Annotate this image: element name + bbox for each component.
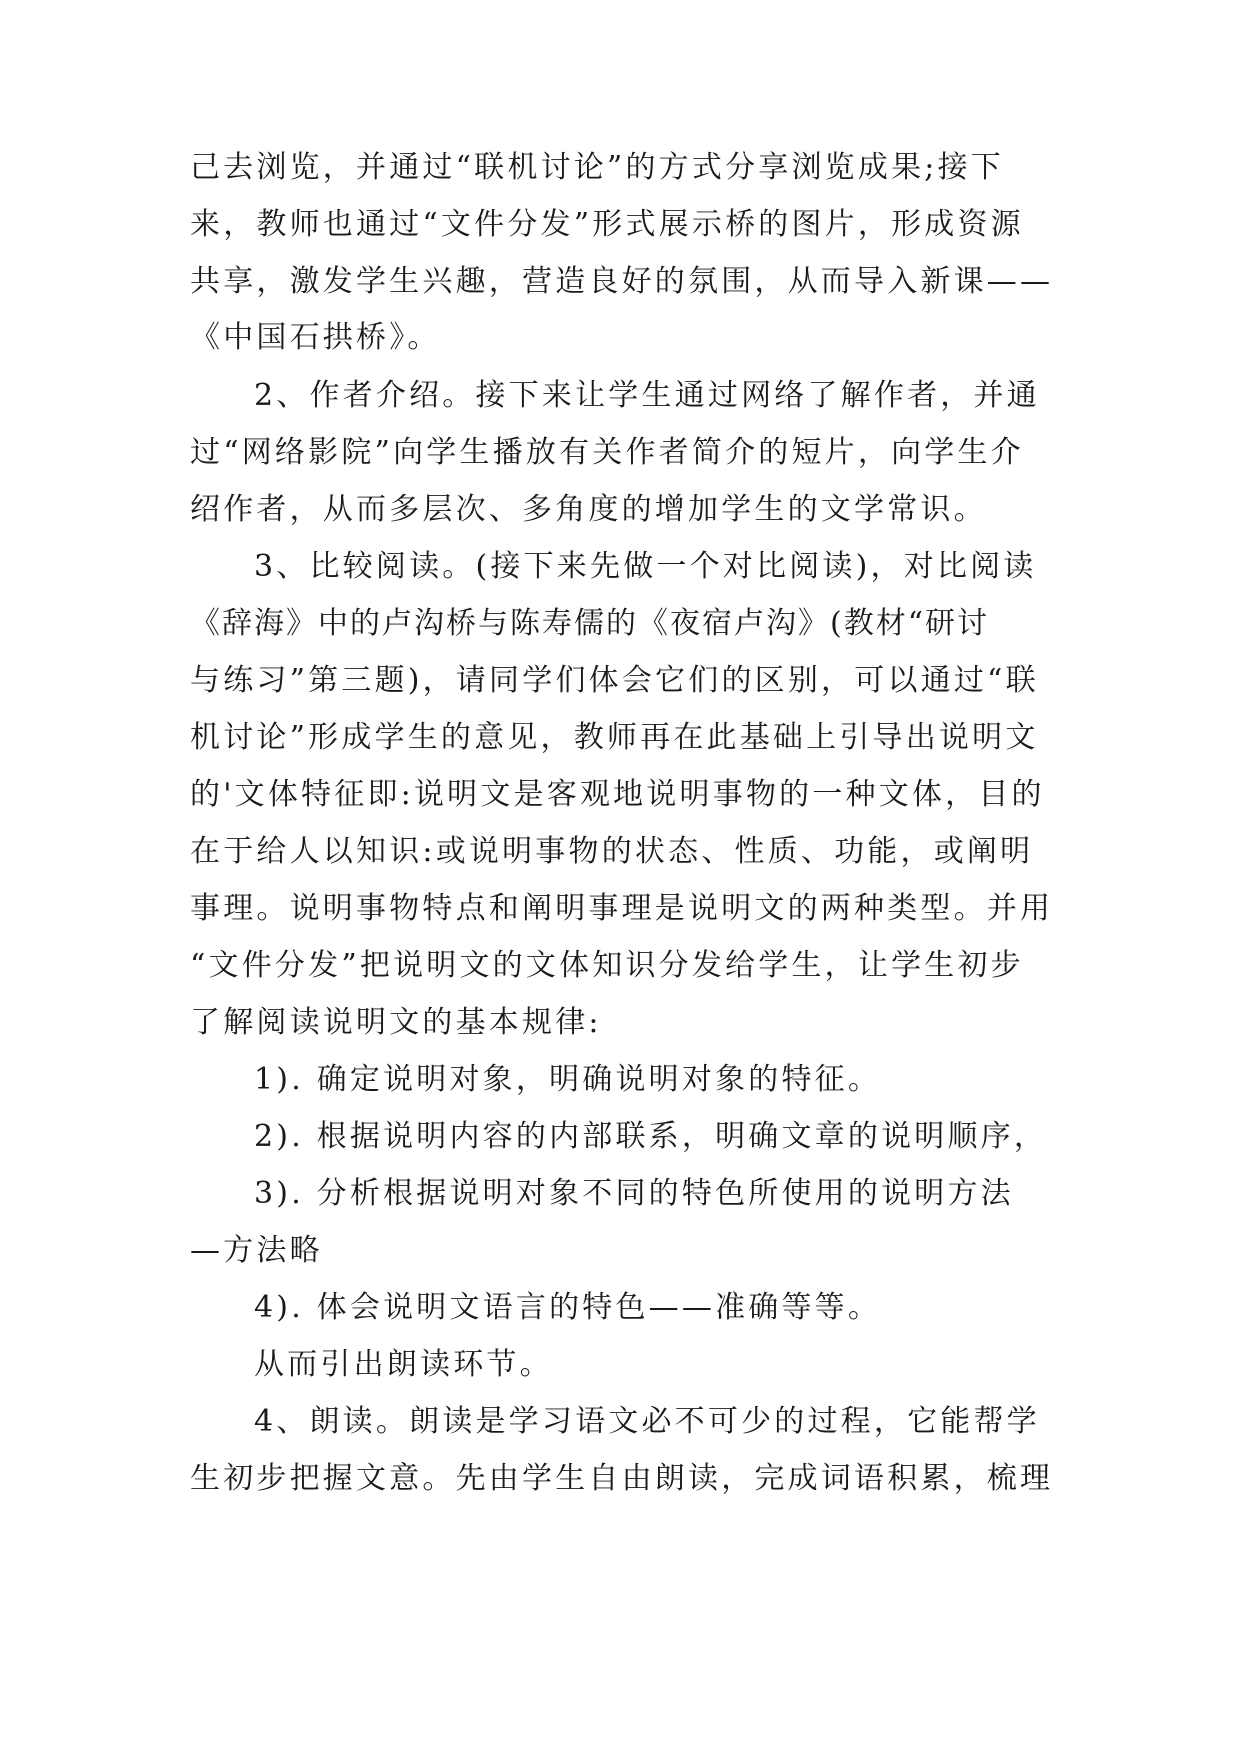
text-line: 机讨论”形成学生的意见，教师再在此基础上引导出说明文 (190, 720, 1039, 755)
text-line: 在于给人以知识:或说明事物的状态、性质、功能，或阐明 (190, 834, 1034, 869)
list-item: 1). 确定说明对象，明确说明对象的特征。 (254, 1062, 882, 1097)
text-line: 的'文体特征即:说明文是客观地说明事物的一种文体，目的 (190, 777, 1045, 812)
text-line: —方法略 (190, 1233, 323, 1268)
text-line: 《中国石拱桥》。 (190, 320, 441, 355)
text-line: 生初步把握文意。先由学生自由朗读，完成词语积累，梳理 (190, 1461, 1054, 1496)
text-line: 来，教师也通过“文件分发”形式展示桥的图片，形成资源 (190, 207, 1024, 242)
text-line: 2、作者介绍。接下来让学生通过网络了解作者，并通 (254, 378, 1040, 413)
text-line: 绍作者，从而多层次、多角度的增加学生的文学常识。 (190, 492, 987, 527)
text-line: 3、比较阅读。(接下来先做一个对比阅读)，对比阅读 (254, 549, 1037, 584)
list-item: 3). 分析根据说明对象不同的特色所使用的说明方法 (254, 1176, 1014, 1211)
text-line: 了解阅读说明文的基本规律: (190, 1005, 602, 1040)
text-line: 《辞海》中的卢沟桥与陈寿儒的《夜宿卢沟》(教材“研讨 (190, 606, 990, 641)
text-line: 事理。说明事物特点和阐明事理是说明文的两种类型。并用 (190, 891, 1054, 926)
list-item: 4). 体会说明文语言的特色——准确等等。 (254, 1290, 882, 1325)
text-line: 己去浏览，并通过“联机讨论”的方式分享浏览成果;接下 (190, 150, 1004, 185)
text-line: 与练习”第三题)，请同学们体会它们的区别，可以通过“联 (190, 663, 1039, 698)
text-line: “文件分发”把说明文的文体知识分发给学生，让学生初步 (190, 948, 1024, 983)
text-line: 过“网络影院”向学生播放有关作者简介的短片，向学生介 (190, 435, 1024, 470)
text-line: 共享，激发学生兴趣，营造良好的氛围，从而导入新课—— (190, 264, 1054, 299)
text-line: 4、朗读。朗读是学习语文必不可少的过程，它能帮学 (254, 1404, 1040, 1439)
list-item: 2). 根据说明内容的内部联系，明确文章的说明顺序， (254, 1119, 1048, 1154)
text-line: 从而引出朗读环节。 (254, 1347, 553, 1382)
